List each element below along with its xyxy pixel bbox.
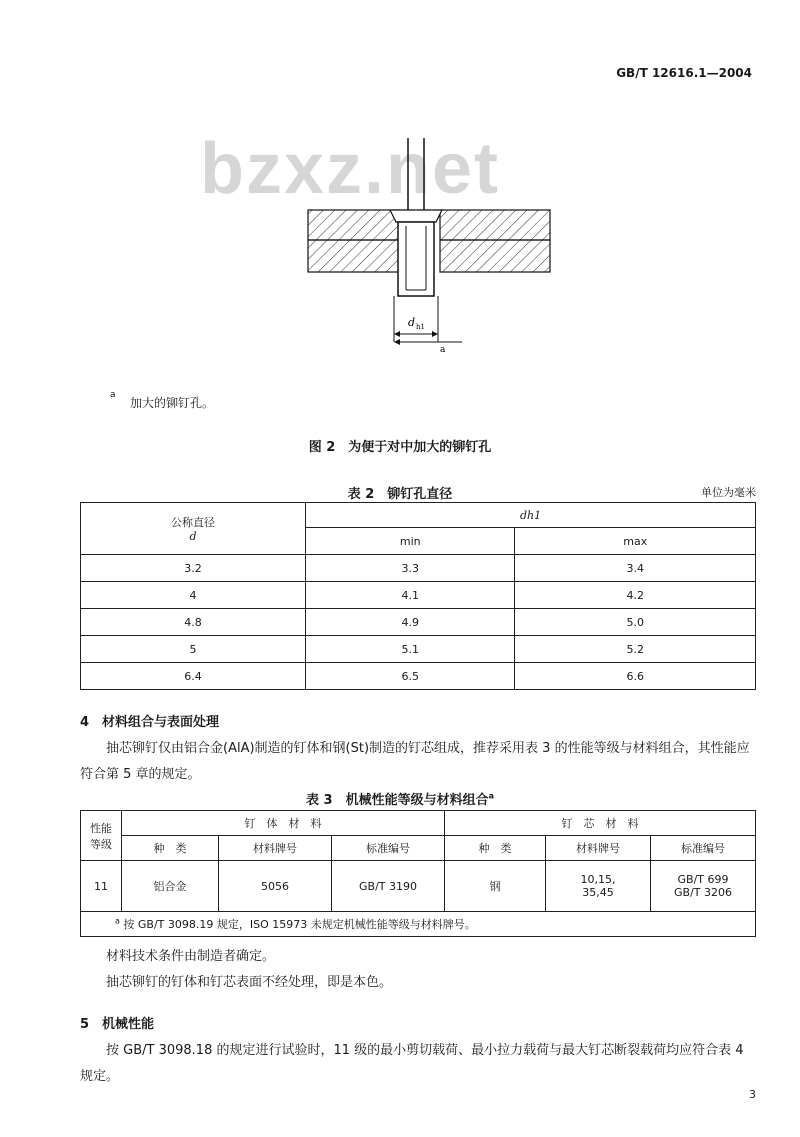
t3-head-material-no2: 材料牌号	[546, 836, 651, 861]
t2-cell-d: 6.4	[81, 663, 306, 690]
t2-cell-d: 3.2	[81, 555, 306, 582]
t2-cell-max: 5.2	[515, 636, 756, 663]
footnote-text: 加大的铆钉孔。	[130, 396, 215, 410]
material-combination-table	[80, 810, 756, 937]
t3-head-standard-no2: 标准编号	[651, 836, 756, 861]
standard-number: GB/T 12616.1—2004	[616, 66, 752, 80]
table2-title: 表 2 铆钉孔直径	[347, 487, 453, 502]
t3-cell-grade: 11	[81, 861, 122, 912]
t2-cell-min: 6.5	[306, 663, 515, 690]
t3-head-mandrel: 钉 芯 材 料	[445, 811, 756, 836]
table3-title: 表 3 机械性能等级与材料组合$^a$	[306, 791, 494, 808]
dim-footnote-mark: a	[440, 345, 446, 355]
t3-head-standard-no: 标准编号	[332, 836, 445, 861]
t2-cell-min: 5.1	[306, 636, 515, 663]
material-note-1: 材料技术条件由制造者确定。	[106, 949, 276, 964]
t2-cell-max: 5.0	[515, 609, 756, 636]
t2-cell-d: 5	[81, 636, 306, 663]
footnote-mark: a	[110, 390, 116, 400]
dim-label-d: d	[408, 316, 416, 329]
t3-cell-body-kind: 铝合金	[122, 861, 219, 912]
table-row	[81, 582, 756, 609]
t3-note: $^a$ 按 GB/T 3098.19 规定，ISO 15973 未规定机械性能等级与材料牌号。	[81, 912, 756, 937]
rivet-hole-figure	[290, 130, 610, 364]
t3-cell-mandrel-material: 10,15, 35,45	[546, 861, 651, 912]
t2-cell-d: 4.8	[81, 609, 306, 636]
t3-head-body: 钉 体 材 料	[122, 811, 445, 836]
t2-cell-max: 6.6	[515, 663, 756, 690]
page-number: 3	[749, 1088, 756, 1101]
section4-heading: 4 材料组合与表面处理	[80, 715, 220, 730]
figure-caption: 图 2 为便于对中加大的铆钉孔	[308, 440, 492, 455]
material-note-2: 抽芯铆钉的钉体和钉芯表面不经处理，即是本色。	[106, 975, 393, 990]
table-row	[81, 861, 756, 912]
t3-head-kind: 种 类	[122, 836, 219, 861]
t3-cell-body-std: GB/T 3190	[332, 861, 445, 912]
dim-label-sub: h1	[416, 323, 425, 331]
watermark: bzxz.net	[200, 129, 501, 209]
section4-paragraph: 抽芯铆钉仅由铝合金(AlA)制造的钉体和钢(St)制造的钉芯组成，推荐采用表 3 的性能等级与材料组合，其性能应符合第 5 章的规定。	[80, 741, 750, 782]
table-row	[81, 555, 756, 582]
table2-unit: 单位为毫米	[701, 486, 756, 499]
t3-cell-body-material: 5056	[219, 861, 332, 912]
t3-cell-mandrel-std: GB/T 699 GB/T 3206	[651, 861, 756, 912]
t2-head-dh: dh1	[306, 503, 756, 528]
t2-head-min: min	[306, 528, 515, 555]
t2-cell-min: 4.9	[306, 609, 515, 636]
t3-head-material-no: 材料牌号	[219, 836, 332, 861]
section5-paragraph: 按 GB/T 3098.18 的规定进行试验时，11 级的最小剪切载荷、最小拉力载荷与最大钉芯断裂载荷均应符合表 4 规定。	[80, 1043, 744, 1084]
t2-cell-min: 4.1	[306, 582, 515, 609]
table-row	[81, 609, 756, 636]
t2-cell-max: 3.4	[515, 555, 756, 582]
t2-cell-min: 3.3	[306, 555, 515, 582]
t3-head-grade: 性能 等级	[81, 811, 122, 861]
t2-cell-d: 4	[81, 582, 306, 609]
t3-cell-mandrel-kind: 钢	[445, 861, 546, 912]
t2-cell-max: 4.2	[515, 582, 756, 609]
t2-head-max: max	[515, 528, 756, 555]
rivet-hole-table	[80, 502, 756, 690]
rivet-hole-diagram	[290, 130, 610, 360]
section5-heading: 5 机械性能	[80, 1017, 155, 1032]
t3-head-kind2: 种 类	[445, 836, 546, 861]
table-row	[81, 636, 756, 663]
table-row	[81, 663, 756, 690]
t2-head-nominal: 公称直径 d	[81, 503, 306, 555]
